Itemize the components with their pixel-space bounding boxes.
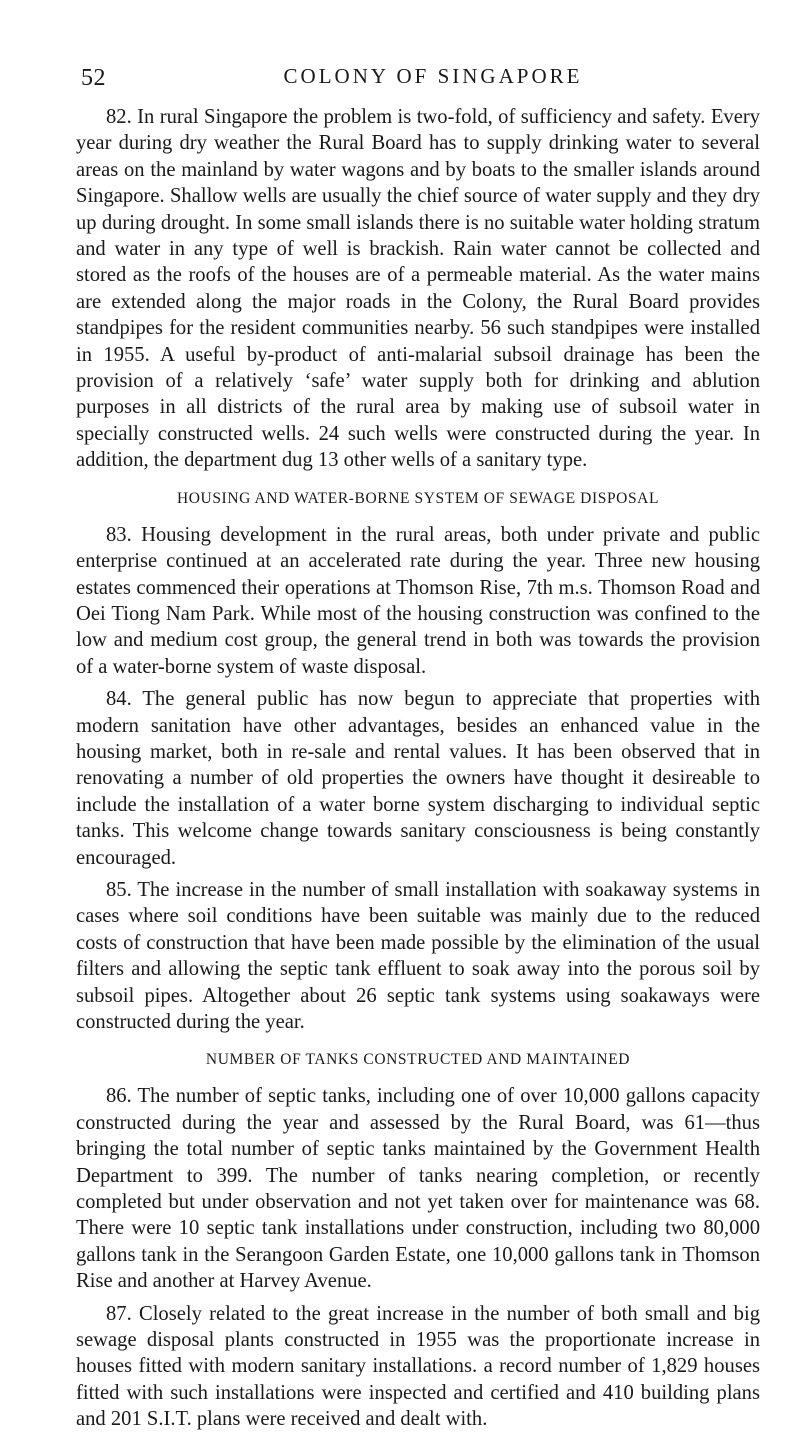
page-number: 52 <box>81 65 106 91</box>
paragraph-85: 85. The increase in the number of small installation with soakaway systems in cases where soil conditions have been suitable was mainly due to the reduced costs of construction that have been made possible by the elimination of the usual filters and allowing the septic tank effluent to soak away into the porous soil by subsoil pipes. Altogether about 26 septic tank systems using soakaways were constructed during the year. <box>76 878 760 1033</box>
running-title: COLONY OF SINGAPORE <box>283 64 583 88</box>
paragraph-84: 84. The general public has now begun to appreciate that properties with modern sanitation have other advantages, besides an enhanced value in the housing market, both in re-sale and rental values. It has been observed that in renovating a number of old properties the owners have thought it desireable to include the installation of a water borne system discharging to individual septic tanks. This welcome change towards sanitary consciousness is being constantly encouraged. <box>76 688 760 869</box>
paragraph-86: 86. The number of septic tanks, including one of over 10,000 gallons capacity constructed during the year and assessed by the Rural Board, was 61—thus bringing the total number of septic tanks maintained by the Government Health Department to 399. The number of tanks nearing completion, or recently completed but under observation and not yet taken over for maintenance was 68. There were 10 septic tank installations under construction, including two 80,000 gallons tank in the Serangoon Garden Estate, one 10,000 gallons tank in Thomson Rise and another at Harvey Avenue. <box>76 1085 760 1293</box>
paragraph-83: 83. Housing development in the rural areas, both under private and public enterprise continued at an accelerated rate during the year. Three new housing estates commenced their operations at Thomson Rise, 7th m.s. Thomson Road and Oei Tiong Nam Park. While most of the housing construction was confined to the low and medium cost group, the general trend in both was towards the provision of a water-borne system of waste disposal. <box>76 523 760 678</box>
page-header <box>76 60 760 100</box>
section-heading-tanks: NUMBER OF TANKS CONSTRUCTED AND MAINTAINED <box>205 1051 631 1069</box>
document-page <box>76 60 760 1433</box>
section-heading-housing: HOUSING AND WATER-BORNE SYSTEM OF SEWAGE DISPOSAL <box>176 489 660 507</box>
paragraph-82: 82. In rural Singapore the problem is two-fold, of sufficiency and safety. Every year during dry weather the Rural Board has to supply drinking water to several areas on the mainland by water wagons and by boats to the smaller islands around Singapore. Shallow wells are usually the chief source of water supply and they dry up during drought. In some small islands there is no suitable water holding stratum and water in any type of well is brackish. Rain water cannot be collected and stored as the roofs of the houses are of a permeable material. As the water mains are extended along the major roads in the Colony, the Rural Board provides standpipes for the resident communities nearby. 56 such standpipes were installed in 1955. A useful by-product of anti-malarial subsoil drainage has been the provision of a relatively ‘safe’ water supply both for drinking and ablution purposes in all districts of the rural area by making use of subsoil water in specially constructed wells. 24 such wells were constructed during the year. In addition, the department dug 13 other wells of a sanitary type. <box>76 106 760 472</box>
paragraph-87: 87. Closely related to the great increase in the number of both small and big sewage disposal plants constructed in 1955 was the proportionate increase in houses fitted with modern sanitary installations. a record number of 1,829 houses fitted with such installations were inspected and certified and 410 building plans and 201 S.I.T. plans were received and dealt with. <box>76 1302 760 1431</box>
